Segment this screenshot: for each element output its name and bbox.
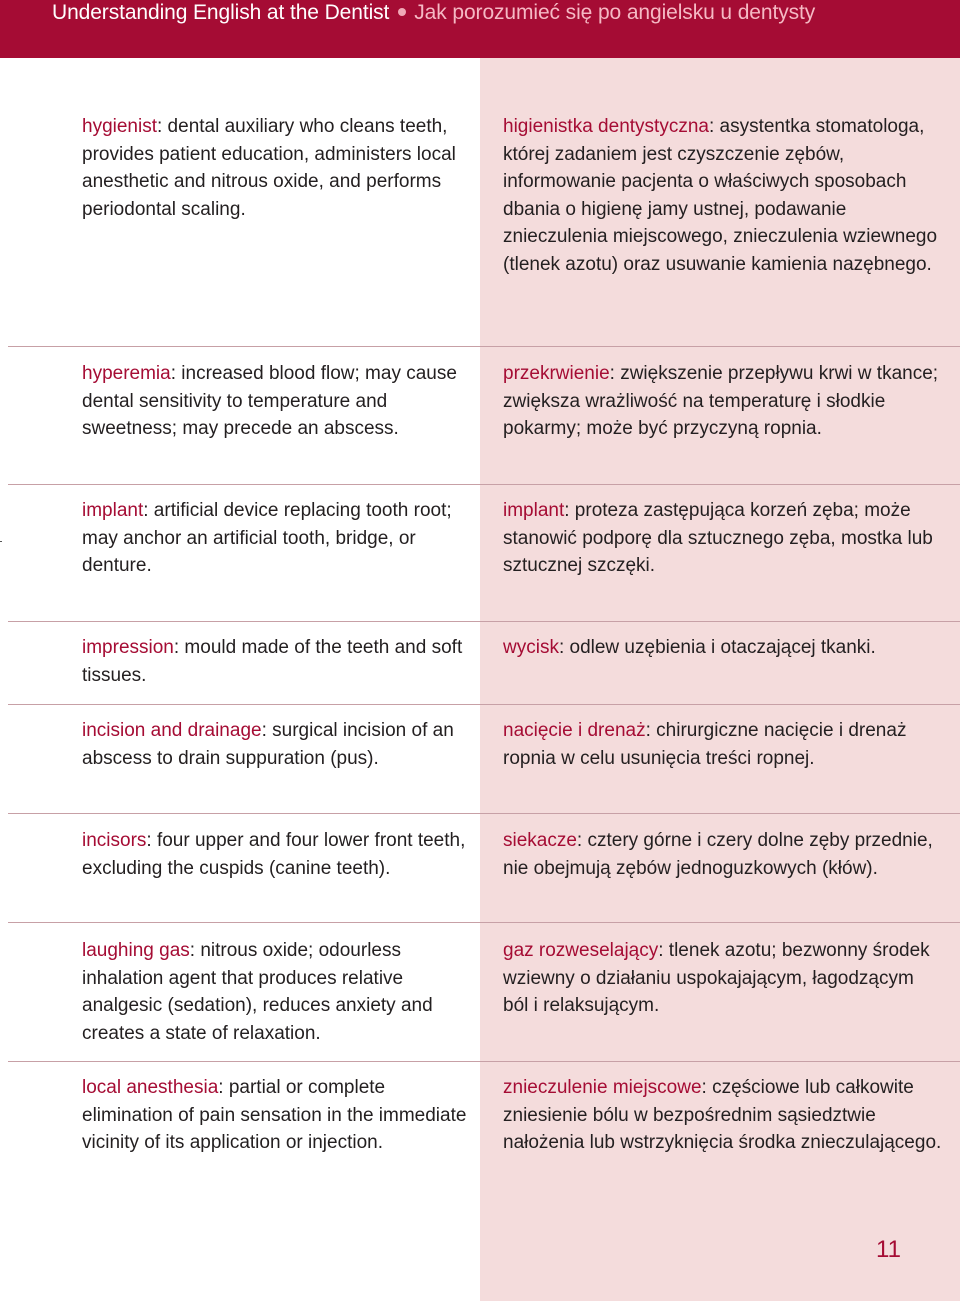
definition-pl: : proteza zastępująca korzeń zęba; może stanowić podporę dla sztucznego zęba, mostka lub sztucznej szczęki. bbox=[503, 500, 933, 576]
definition-en: : artificial device replacing tooth root; may anchor an artificial tooth, bridge, or denture. bbox=[82, 500, 452, 576]
term-pl: gaz rozweselający bbox=[503, 940, 659, 961]
term-en: hygienist bbox=[82, 116, 157, 137]
term-en: incision and drainage bbox=[82, 720, 262, 741]
term-en: local anesthesia bbox=[82, 1077, 219, 1098]
term-pl: higienistka dentystyczna bbox=[503, 116, 709, 137]
page-header bbox=[0, 0, 960, 58]
entry-divider bbox=[8, 1061, 960, 1062]
entry-divider bbox=[8, 813, 960, 814]
definition-pl: : zwiększenie przepływu krwi w tkance; zwiększa wrażliwość na temperaturę i słodkie pokarmy; może być przyczyną ropnia. bbox=[503, 363, 939, 439]
term-pl: implant bbox=[503, 500, 565, 521]
definition-pl: : odlew uzębienia i otaczającej tkanki. bbox=[558, 637, 876, 658]
definition-en: : mould made of the teeth and soft tissues. bbox=[82, 637, 463, 686]
definition-pl: : cztery górne i czery dolne zęby przednie, nie obejmują zębów jednoguzkowych (kłów). bbox=[503, 830, 933, 879]
definition-en: : surgical incision of an abscess to drain suppuration (pus). bbox=[82, 720, 454, 769]
glossary-entry-pl bbox=[503, 113, 943, 278]
glossary-entry-en bbox=[82, 827, 474, 882]
header-title bbox=[52, 0, 815, 26]
page-number: 11 bbox=[876, 1236, 901, 1263]
entry-divider bbox=[8, 484, 960, 485]
definition-en: : increased blood flow; may cause dental sensitivity to temperature and sweetness; may precede an abscess. bbox=[82, 363, 457, 439]
term-pl: nacięcie i drenaż bbox=[503, 720, 646, 741]
glossary-entry-pl bbox=[503, 634, 943, 662]
definition-pl: : asystentka stomatologa, której zadaniem jest czyszczenie zębów, informowanie pacjenta o właściwych sposobach dbania o higienę jamy ustnej, podawanie znieczulenia miejscowego, znieczulenia wziewnego (tlenek azotu) oraz usuwanie kamienia nazębnego. bbox=[503, 116, 938, 275]
glossary-entry-pl bbox=[503, 827, 943, 882]
glossary-entry-en bbox=[82, 1074, 474, 1157]
definition-en: : partial or complete elimination of pain sensation in the immediate vicinity of its application or injection. bbox=[82, 1077, 467, 1153]
definition-pl: : tlenek azotu; bezwonny środek wziewny o działaniu uspokajającym, łagodzącym ból i relaksującym. bbox=[503, 940, 930, 1016]
glossary-entry-en bbox=[82, 113, 474, 223]
glossary-entry-en bbox=[82, 497, 474, 580]
glossary-entry-en bbox=[82, 634, 474, 689]
header-title-en: Understanding English at the Dentist bbox=[52, 1, 390, 24]
glossary-entry-pl bbox=[503, 937, 943, 1020]
glossary-entry-pl bbox=[503, 360, 943, 443]
glossary-entry-en bbox=[82, 360, 474, 443]
term-en: laughing gas bbox=[82, 940, 190, 961]
term-en: incisors bbox=[82, 830, 147, 851]
definition-pl: : chirurgiczne nacięcie i drenaż ropnia w celu usunięcia treści ropnej. bbox=[503, 720, 907, 769]
term-pl: siekacze bbox=[503, 830, 577, 851]
glossary-entry-pl bbox=[503, 1074, 943, 1157]
glossary-entry-en bbox=[82, 717, 474, 772]
term-en: impression bbox=[82, 637, 174, 658]
term-pl: znieczulenie miejscowe bbox=[503, 1077, 702, 1098]
glossary-entry-en bbox=[82, 937, 474, 1047]
entry-divider bbox=[8, 621, 960, 622]
entry-divider bbox=[8, 704, 960, 705]
term-en: hyperemia bbox=[82, 363, 171, 384]
term-en: implant bbox=[82, 500, 144, 521]
header-title-pl: Jak porozumieć się po angielsku u dentysty bbox=[414, 1, 816, 24]
margin-mark bbox=[0, 541, 2, 542]
bullet-separator-icon bbox=[398, 8, 406, 16]
definition-en: : nitrous oxide; odourless inhalation agent that produces relative analgesic (sedation), reduces anxiety and creates a state of relaxation. bbox=[82, 940, 433, 1044]
glossary-entry-pl bbox=[503, 497, 943, 580]
definition-pl: : częściowe lub całkowite zniesienie bólu w bezpośrednim sąsiedztwie nałożenia lub wstrzyknięcia środka znieczulającego. bbox=[503, 1077, 942, 1153]
term-pl: wycisk bbox=[503, 637, 559, 658]
term-pl: przekrwienie bbox=[503, 363, 610, 384]
definition-en: : four upper and four lower front teeth, excluding the cuspids (canine teeth). bbox=[82, 830, 466, 879]
entry-divider bbox=[8, 346, 960, 347]
definition-en: : dental auxiliary who cleans teeth, provides patient education, administers local anesthetic and nitrous oxide, and performs periodontal scaling. bbox=[82, 116, 456, 220]
entry-divider bbox=[8, 922, 960, 923]
glossary-entry-pl bbox=[503, 717, 943, 772]
